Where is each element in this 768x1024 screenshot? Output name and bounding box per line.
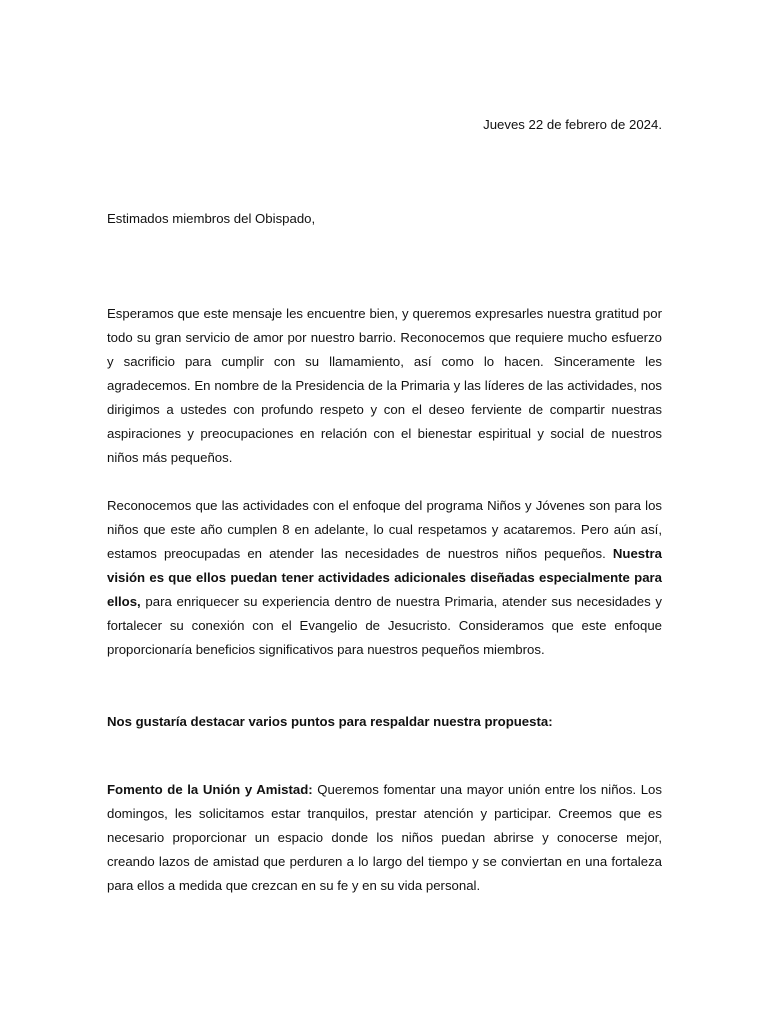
paragraph-gratitude: Esperamos que este mensaje les encuentre bien, y queremos expresarles nuestra gratitud por todo su gran servicio de amor por nuestro barrio. Reconocemos que requiere mucho esfuerzo y sacrificio para cumplir con su llamamiento, así como lo hacen. Sinceramente les agradecemos. En nombre de la Presidencia de la Primaria y las líderes de las actividades, nos dirigimos a ustedes con profundo respeto y con el deseo ferviente de compartir nuestras aspiraciones y preocupaciones en relación con el bienestar espiritual y social de nuestros niños más pequeños. — [107, 306, 662, 465]
points-heading: Nos gustaría destacar varios puntos para respaldar nuestra propuesta: — [107, 714, 553, 729]
vision-intro-text: Reconocemos que las actividades con el enfoque del programa Niños y Jóvenes son para los niños que este año cumplen 8 en adelante, lo cual respetamos y acataremos. Pero aún así, estamos preocupadas en atender las necesidades de nuestros niños pequeños. — [107, 498, 662, 561]
letter-greeting: Estimados miembros del Obispado, — [107, 211, 316, 226]
letter-date: Jueves 22 de febrero de 2024. — [483, 117, 662, 132]
vision-rest-text: para enriquecer su experiencia dentro de nuestra Primaria, atender sus necesidades y fortalecer su conexión con el Evangelio de Jesucristo. Consideramos que este enfoque proporcionaría beneficios significativos para nuestros pequeños miembros. — [107, 594, 662, 657]
point-title: Fomento de la Unión y Amistad: — [107, 782, 313, 797]
point-text: Queremos fomentar una mayor unión entre los niños. Los domingos, les solicitamos estar tranquilos, prestar atención y participar. Creemos que es necesario proporcionar un espacio donde los niños puedan abrirse y conocerse mejor, creando lazos de amistad que perduren a lo largo del tiempo y se conviertan en una fortaleza para ellos a medida que crezcan en su fe y en su vida personal. — [107, 782, 662, 893]
paragraph-vision — [107, 494, 662, 662]
vision-bold-text: Nuestra visión es que ellos puedan tener actividades adicionales diseñadas especialmente para ellos, — [107, 546, 662, 609]
point-union-friendship — [107, 778, 662, 898]
